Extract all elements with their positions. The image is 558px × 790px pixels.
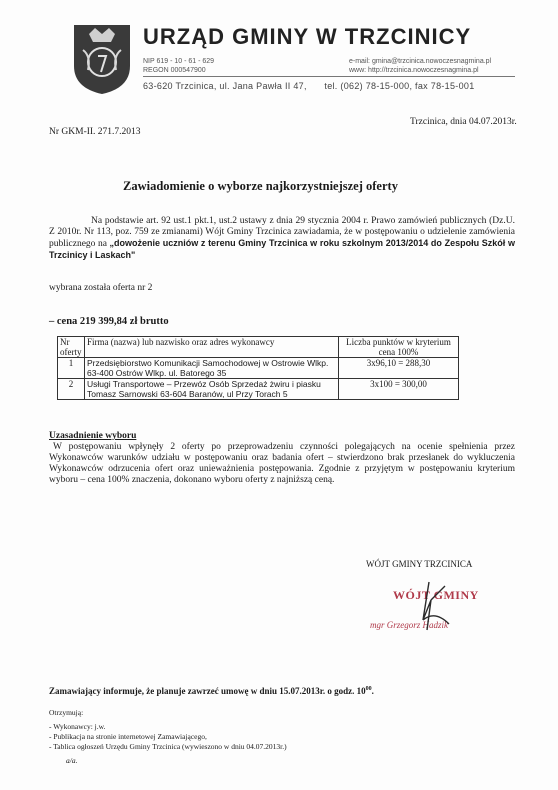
justification-heading: Uzasadnienie wyboru: [49, 431, 137, 441]
justification-text: W postępowaniu wpłynęły 2 oferty po przeprowadzeniu czynności polegających na ocenie spełnienia przez Wykonawców warunków udziału w postępowaniu oraz badania ofert – stwierdzono brak przesłanek do wykluczenia Wykonawców odrzucenia ofert oraz unieważnienia postępowania. Zgodnie z przyjętym w postępowaniu kryterium wyboru – cena 100% znaczenia, dokonano wyboru oferty z najniższą ceną.: [49, 442, 515, 485]
offer-firm: Usługi Transportowe – Przewóz Osób Sprzedaż żwiru i piasku Tomasz Sarnowski 63-604 Baranów, ul Przy Torach 5: [84, 379, 338, 400]
table-row: [58, 358, 459, 379]
contract-notice: [49, 686, 374, 696]
header-firm: Firma (nazwa) lub nazwisko oraz adres wykonawcy: [84, 337, 338, 358]
document-heading: Zawiadomienie o wyborze najkorzystniejszej oferty: [123, 179, 398, 193]
offer-firm: Przedsiębiorstwo Komunikacji Samochodowej w Ostrowie Wlkp. 63-400 Ostrów Wlkp. ul. Batorego 35: [84, 358, 338, 379]
notice-time-minutes: 00: [365, 686, 372, 692]
table-header-row: [58, 337, 459, 358]
notice-text: Zamawiający informuje, że planuje zawrzeć umowę w dniu 15.07.2013r. o godz. 10: [49, 686, 366, 696]
email-address: e-mail: gmina@trzcinica.nowoczesnagmina.pl: [349, 58, 492, 65]
signature-icon: [405, 580, 455, 632]
offer-points: 3x96,10 = 288,30: [338, 358, 458, 379]
offer-price: – cena 219 399,84 zł brutto: [49, 316, 169, 327]
intro-paragraph: [49, 216, 515, 262]
header-offer-number: Nr oferty: [58, 337, 85, 358]
list-item: - Tablica ogłoszeń Urzędu Gminy Trzcinica (wywieszono w dniu 04.07.2013r.): [49, 742, 287, 751]
coat-of-arms-icon: [71, 22, 133, 96]
signer-title: WÓJT GMINY TRZCINICA: [366, 559, 473, 569]
file-initials: a/a.: [66, 756, 78, 765]
reference-number: Nr GKM-II. 271.7.2013: [49, 127, 141, 137]
offer-points: 3x100 = 300,00: [338, 379, 458, 400]
header-points: Liczba punktów w kryterium cena 100%: [338, 337, 458, 358]
justification-paragraph: [49, 442, 515, 486]
office-address: [143, 81, 475, 91]
chosen-offer: wybrana została oferta nr 2: [49, 283, 153, 293]
intro-text: Na podstawie art. 92 ust.1 pkt.1, ust.2 ustawy z dnia 29 stycznia 2004 r. Prawo zamówień publicznych (Dz.U. Z 2010r. Nr 113, poz. 759 ze zmianami) Wójt Gminy Trzcinica zawiadamia, że w postępowaniu o udzielenie zamówienia publicznego na: [49, 216, 515, 249]
offers-table: [57, 336, 459, 400]
recipients-label: Otrzymują:: [49, 708, 84, 717]
list-item: - Publikacja na stronie internetowej Zamawiającego,: [49, 732, 207, 741]
office-name: URZĄD GMINY W TRZCINICY: [143, 24, 472, 49]
nip-number: NIP 619 - 10 - 61 - 629: [143, 58, 215, 65]
stamp-name: mgr Grzegorz Hadzik: [370, 620, 449, 630]
contract-subject: „dowożenie uczniów z terenu Gminy Trzcinica w roku szkolnym 2013/2014 do Zespołu Szkół w Trzcinicy i Laskach": [49, 238, 515, 260]
recipients-list: [49, 722, 287, 752]
table-row: [58, 379, 459, 400]
stamp-title: WÓJT GMINY: [393, 588, 479, 602]
phone-fax: tel. (062) 78-15-000, fax 78-15-001: [324, 81, 475, 91]
list-item: - Wykonawcy: j.w.: [49, 722, 106, 731]
offer-number: 2: [58, 379, 85, 400]
offer-number: 1: [58, 358, 85, 379]
street-address: 63-620 Trzcinica, ul. Jana Pawła II 47,: [143, 81, 307, 91]
website-address: www: http://trzcinica.nowoczesnagmina.pl: [349, 67, 479, 74]
notice-end: .: [371, 686, 374, 696]
regon-number: REGON 000547900: [143, 67, 206, 74]
document-date: Trzcinica, dnia 04.07.2013r.: [410, 117, 517, 127]
letterhead-divider: [143, 76, 515, 77]
